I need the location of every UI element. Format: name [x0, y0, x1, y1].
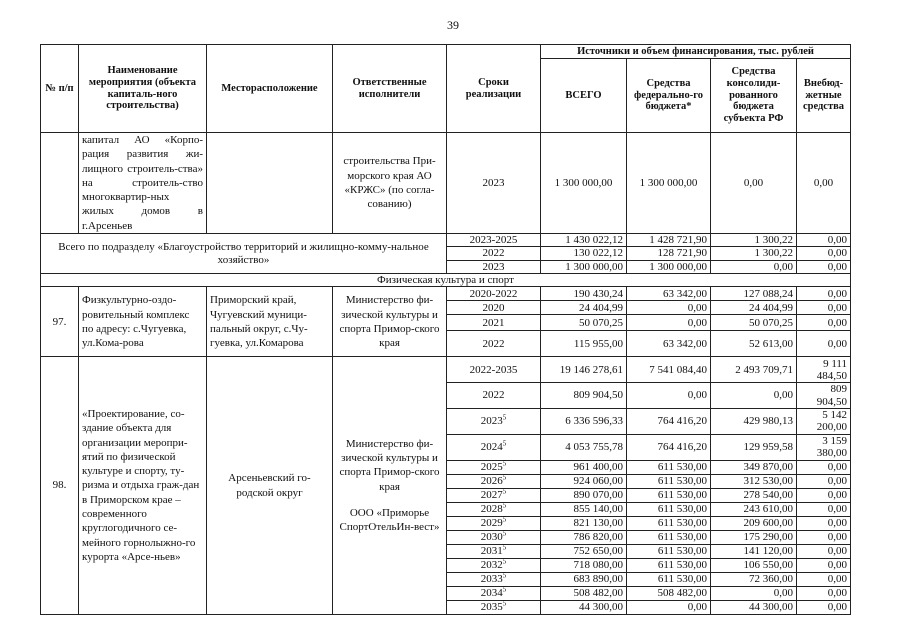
item97-responsible: Министерство фи-зической культуры и спорта Примор-ского края: [333, 287, 447, 357]
cell-regional: 24 404,99: [711, 301, 797, 315]
cell-year: 2022-2035: [447, 357, 541, 383]
cell-extra: 9 111 484,50: [797, 357, 851, 383]
cell-regional: 127 088,24: [711, 287, 797, 301]
header-terms: Сроки реализации: [447, 45, 541, 133]
cell-year: 2020: [447, 301, 541, 315]
cell-total: 786 820,00: [541, 530, 627, 544]
cell-total: 44 300,00: [541, 600, 627, 614]
cell-extra: 0,00: [797, 474, 851, 488]
item97-location: Приморский край, Чугуевский муници-пальный округ, с.Чу-гуевка, ул.Комарова: [207, 287, 333, 357]
cell-year: 2022: [447, 247, 541, 260]
cell-federal: 128 721,90: [627, 247, 711, 260]
cell-extra: 5 142 200,00: [797, 408, 851, 434]
cell-total: 683 890,00: [541, 572, 627, 586]
row-continuation: [41, 133, 851, 234]
cell-extra: 0,00: [797, 301, 851, 315]
cell-year: 2024$^5$: [447, 434, 541, 460]
cell-total: 924 060,00: [541, 474, 627, 488]
cell-regional: 52 613,00: [711, 331, 797, 357]
cell-federal: 0,00: [627, 301, 711, 315]
cell-regional: 0,00: [711, 133, 797, 234]
cell-regional: 0,00: [711, 586, 797, 600]
footnote-mark: 5: [502, 599, 507, 608]
cell-extra: 0,00: [797, 315, 851, 331]
cell-federal: 0,00: [627, 315, 711, 331]
header-federal: Средства федерально-го бюджета*: [627, 59, 711, 133]
cell-regional: 44 300,00: [711, 600, 797, 614]
footnote-mark: 5: [502, 557, 507, 566]
cell-regional: 175 290,00: [711, 530, 797, 544]
header-num: № п/п: [41, 45, 79, 133]
cell-federal: 764 416,20: [627, 408, 711, 434]
cell-regional: 129 959,58: [711, 434, 797, 460]
cell-year: 2032$^5$: [447, 558, 541, 572]
cell-year: 2031$^5$: [447, 544, 541, 558]
cell-total: 508 482,00: [541, 586, 627, 600]
footnote-mark: 5: [502, 571, 507, 580]
header-location: Месторасположение: [207, 45, 333, 133]
cell-regional: 141 120,00: [711, 544, 797, 558]
footnote-mark: 5: [502, 487, 507, 496]
header-total: ВСЕГО: [541, 59, 627, 133]
item98-num: 98.: [41, 357, 79, 615]
section-row: [41, 274, 851, 287]
cell-year: 2029$^5$: [447, 516, 541, 530]
cell-extra: 0,00: [797, 488, 851, 502]
cell-year: 2023: [447, 133, 541, 234]
cell-extra: 0,00: [797, 234, 851, 247]
cell-regional: 1 300,22: [711, 234, 797, 247]
cell-total: 19 146 278,61: [541, 357, 627, 383]
cell-total: 1 300 000,00: [541, 260, 627, 273]
cell-federal: 63 342,00: [627, 331, 711, 357]
cell-regional: 312 530,00: [711, 474, 797, 488]
cell-federal: 1 300 000,00: [627, 260, 711, 273]
item98-responsible: [333, 357, 447, 615]
cell-federal: 7 541 084,40: [627, 357, 711, 383]
cell-extra: 0,00: [797, 558, 851, 572]
cell-num: [41, 133, 79, 234]
cell-total: 115 955,00: [541, 331, 627, 357]
cell-year: 2028$^5$: [447, 502, 541, 516]
cell-regional: 349 870,00: [711, 460, 797, 474]
cell-regional: 429 980,13: [711, 408, 797, 434]
cell-total: 24 404,99: [541, 301, 627, 315]
item98-location: Арсеньевский го-родской округ: [207, 357, 333, 615]
cell-federal: 611 530,00: [627, 544, 711, 558]
cell-extra: 0,00: [797, 460, 851, 474]
cell-federal: 0,00: [627, 383, 711, 409]
cell-regional: 106 550,00: [711, 558, 797, 572]
cell-federal: 611 530,00: [627, 516, 711, 530]
financing-table: [40, 44, 851, 615]
subtotal-label: Всего по подразделу «Благоустройство территорий и жилищно-комму-нальное хозяйство»: [41, 234, 447, 274]
cell-year: 2034$^5$: [447, 586, 541, 600]
cell-year: 2023-2025: [447, 234, 541, 247]
header-extra: Внебюд-жетные средства: [797, 59, 851, 133]
cell-year: 2023$^5$: [447, 408, 541, 434]
cell-total: 1 300 000,00: [541, 133, 627, 234]
cell-total: 752 650,00: [541, 544, 627, 558]
cell-total: 4 053 755,78: [541, 434, 627, 460]
cell-total: 1 430 022,12: [541, 234, 627, 247]
cell-extra: 0,00: [797, 260, 851, 273]
cell-extra: 3 159 380,00: [797, 434, 851, 460]
cell-extra: 0,00: [797, 502, 851, 516]
cell-federal: 611 530,00: [627, 558, 711, 572]
cell-total: 130 022,12: [541, 247, 627, 260]
cell-year: 2027$^5$: [447, 488, 541, 502]
header-sources: Источники и объем финансирования, тыс. рублей: [541, 45, 851, 59]
cell-year: 2026$^5$: [447, 474, 541, 488]
cell-year: 2020-2022: [447, 287, 541, 301]
cell-extra: 0,00: [797, 600, 851, 614]
cell-regional: 209 600,00: [711, 516, 797, 530]
footnote-mark: 5: [502, 529, 507, 538]
cell-year: 2033$^5$: [447, 572, 541, 586]
page-number: 39: [447, 18, 459, 32]
cell-year: 2035$^5$: [447, 600, 541, 614]
item98-responsible-ministry: Министерство фи-зической культуры и спорта Примор-ского края: [339, 437, 440, 493]
header-row-1: [41, 45, 851, 59]
cell-year: 2023: [447, 260, 541, 273]
footnote-mark: 5: [502, 515, 507, 524]
cell-extra: 0,00: [797, 516, 851, 530]
cell-federal: 0,00: [627, 600, 711, 614]
cell-federal: 764 416,20: [627, 434, 711, 460]
cell-regional: 278 540,00: [711, 488, 797, 502]
item97-row: [41, 287, 851, 301]
cell-total: 890 070,00: [541, 488, 627, 502]
header-name: Наименование мероприятия (объекта капиталь-ного строительства): [79, 45, 207, 133]
item98-row: [41, 357, 851, 383]
cell-year: 2025$^5$: [447, 460, 541, 474]
cell-federal: 63 342,00: [627, 287, 711, 301]
cell-federal: 611 530,00: [627, 530, 711, 544]
footnote-mark: 5: [502, 473, 507, 482]
cell-total: 718 080,00: [541, 558, 627, 572]
cell-total: 821 130,00: [541, 516, 627, 530]
cell-regional: 2 493 709,71: [711, 357, 797, 383]
cell-federal: 611 530,00: [627, 572, 711, 586]
cell-regional: 72 360,00: [711, 572, 797, 586]
cell-federal: 1 428 721,90: [627, 234, 711, 247]
item98-name: «Проектирование, со-здание объекта для организации меропри-ятий по физической культуре и спорту, ту-ризма и отдыха граж-дан в Приморском крае – современного круглогодичного се-мейного горнолыжно-го курорта «Арсе-ньев»: [79, 357, 207, 615]
footnote-mark: 5: [502, 413, 507, 422]
cell-extra: 0,00: [797, 247, 851, 260]
footnote-mark: 5: [502, 501, 507, 510]
cell-extra: 809 904,50: [797, 383, 851, 409]
cell-extra: 0,00: [797, 586, 851, 600]
cell-year: 2021: [447, 315, 541, 331]
footnote-mark: 5: [502, 459, 507, 468]
cell-year: 2022: [447, 383, 541, 409]
cell-regional: 0,00: [711, 383, 797, 409]
cell-regional: 243 610,00: [711, 502, 797, 516]
cell-extra: 0,00: [797, 287, 851, 301]
footnote-mark: 5: [502, 439, 507, 448]
cell-location: [207, 133, 333, 234]
cell-regional: 0,00: [711, 260, 797, 273]
cell-extra: 0,00: [797, 530, 851, 544]
cell-total: 190 430,24: [541, 287, 627, 301]
footnote-mark: 5: [502, 585, 507, 594]
subtotal-row: [41, 234, 851, 247]
cell-extra: 0,00: [797, 544, 851, 558]
cell-federal: 1 300 000,00: [627, 133, 711, 234]
cell-federal: 611 530,00: [627, 488, 711, 502]
item97-num: 97.: [41, 287, 79, 357]
cell-regional: 1 300,22: [711, 247, 797, 260]
cell-name: капитал АО «Корпо-рация развития жи-лищного строитель-ства» на строитель-ство многоквартир-ных жилых домов в г.Арсеньев: [79, 133, 207, 234]
footnote-mark: 5: [502, 543, 507, 552]
cell-extra: 0,00: [797, 331, 851, 357]
cell-total: 50 070,25: [541, 315, 627, 331]
cell-regional: 50 070,25: [711, 315, 797, 331]
cell-total: 855 140,00: [541, 502, 627, 516]
cell-federal: 611 530,00: [627, 502, 711, 516]
cell-federal: 611 530,00: [627, 460, 711, 474]
cell-responsible: строительства При-морского края АО «КРЖС» (по согла-сованию): [333, 133, 447, 234]
header-responsible: Ответственные исполнители: [333, 45, 447, 133]
cell-federal: 508 482,00: [627, 586, 711, 600]
item98-responsible-company: ООО «Приморье СпортОтельИн-вест»: [339, 506, 440, 534]
header-regional: Средства консолиди-рованного бюджета субъекта РФ: [711, 59, 797, 133]
cell-year: 2022: [447, 331, 541, 357]
cell-federal: 611 530,00: [627, 474, 711, 488]
cell-total: 961 400,00: [541, 460, 627, 474]
cell-year: 2030$^5$: [447, 530, 541, 544]
item97-name: Физкультурно-оздо-ровительный комплекс по адресу: с.Чугуевка, ул.Кома-рова: [79, 287, 207, 357]
cell-total: 6 336 596,33: [541, 408, 627, 434]
section-title: Физическая культура и спорт: [41, 274, 851, 287]
cell-extra: 0,00: [797, 133, 851, 234]
cell-total: 809 904,50: [541, 383, 627, 409]
cell-extra: 0,00: [797, 572, 851, 586]
